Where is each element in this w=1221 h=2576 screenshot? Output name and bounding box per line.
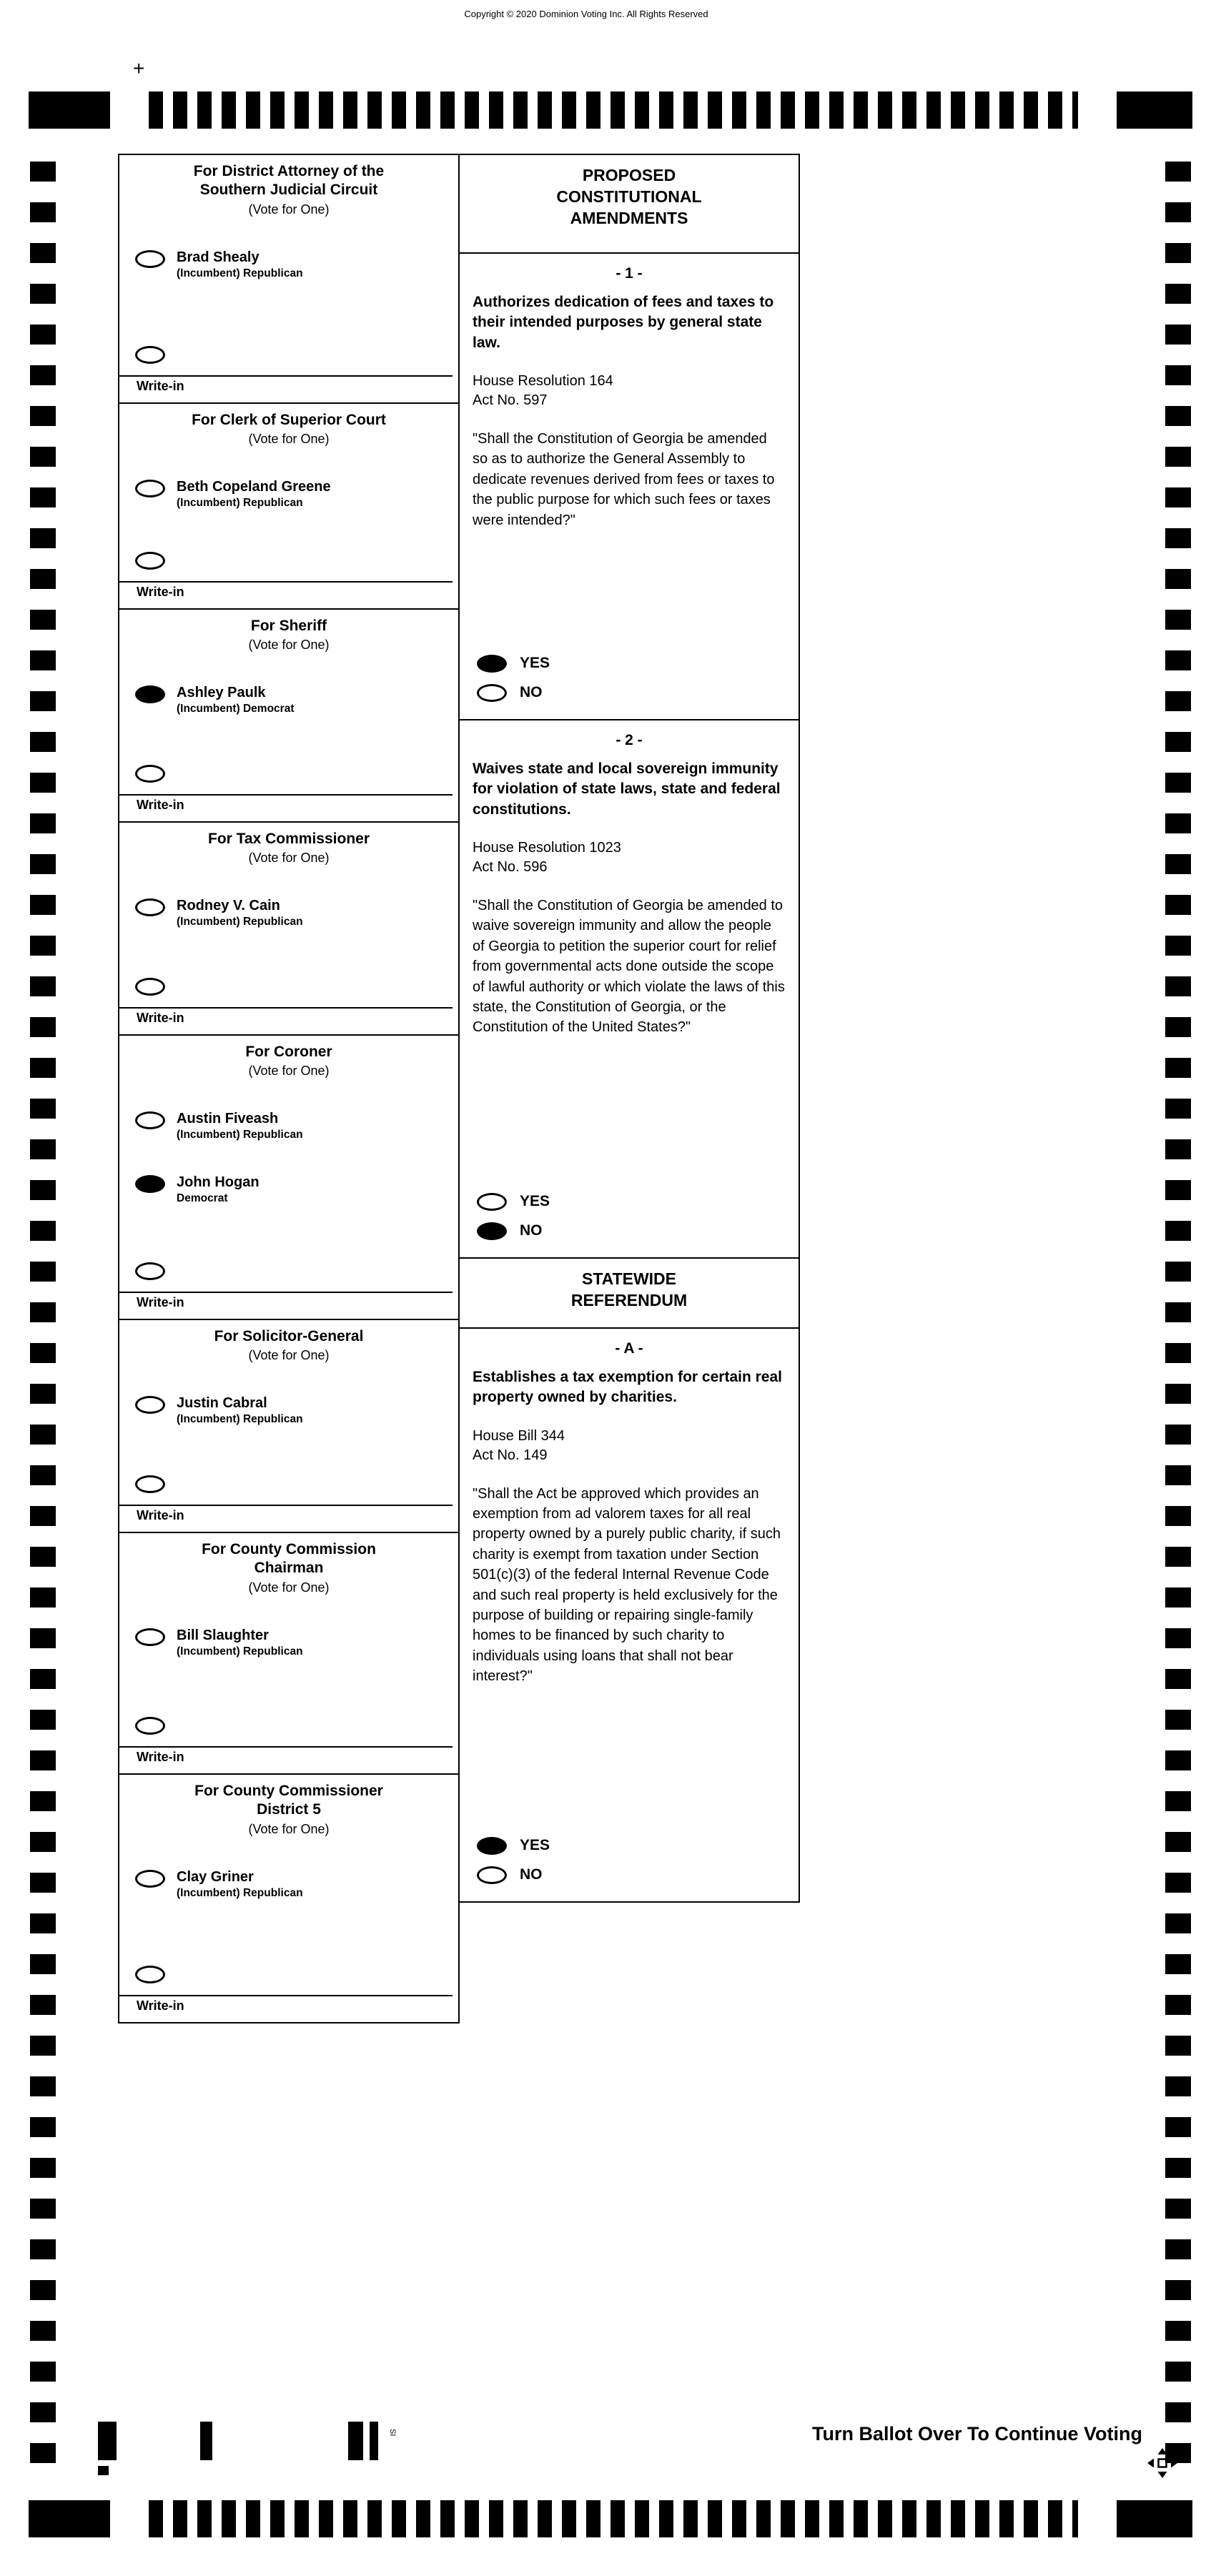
candidate-text bbox=[177, 1174, 259, 1206]
amendments-header bbox=[458, 154, 800, 254]
yes-label: YES bbox=[520, 1836, 550, 1853]
no-choice-row bbox=[473, 1221, 786, 1240]
no-label: NO bbox=[520, 1866, 543, 1883]
measure-summary: Establishes a tax exemption for certain real property owned by charities. bbox=[473, 1369, 783, 1406]
race-county-commissioner-district-5 bbox=[118, 1773, 460, 2023]
candidate-party: (Incumbent) Republican bbox=[177, 1413, 303, 1426]
no-oval[interactable] bbox=[477, 1222, 507, 1240]
write-in-area[interactable] bbox=[119, 794, 453, 821]
race-district-attorney bbox=[118, 154, 460, 404]
candidate-text bbox=[177, 1394, 303, 1427]
measure-choices bbox=[473, 1182, 786, 1240]
write-in-label: Write-in bbox=[137, 379, 184, 393]
write-in-oval-row bbox=[119, 1261, 458, 1280]
measure-number: - 1 - bbox=[616, 265, 643, 282]
write-in-label: Write-in bbox=[137, 1295, 184, 1309]
vote-oval[interactable] bbox=[135, 1396, 165, 1414]
candidate-row bbox=[119, 1868, 458, 1901]
vote-oval[interactable] bbox=[135, 480, 165, 497]
measure-amendment-1 bbox=[458, 252, 800, 720]
write-in-label: Write-in bbox=[137, 798, 184, 812]
write-in-area[interactable] bbox=[119, 1007, 453, 1034]
candidate-row bbox=[119, 1174, 458, 1206]
no-choice-row bbox=[473, 683, 786, 702]
race-county-commission-chairman bbox=[118, 1532, 460, 1775]
timing-marks-left-column bbox=[30, 162, 56, 2466]
candidate-party: (Incumbent) Republican bbox=[177, 1886, 303, 1899]
stub-barcode-bar bbox=[98, 2422, 117, 2460]
vote-oval[interactable] bbox=[135, 1870, 165, 1888]
referendum-header bbox=[458, 1257, 800, 1329]
candidate-name: Ashley Paulk bbox=[177, 685, 266, 701]
write-in-oval[interactable] bbox=[135, 1966, 165, 1983]
yes-label: YES bbox=[520, 654, 550, 671]
measure-question: "Shall the Constitution of Georgia be amended so as to authorize the General Assembly to dedicate revenues derived from fees or taxes to the public purpose for which such fees or taxes were intended?" bbox=[473, 431, 775, 528]
write-in-area[interactable] bbox=[119, 1995, 453, 2022]
write-in-oval[interactable] bbox=[135, 765, 165, 783]
vote-oval[interactable] bbox=[135, 250, 165, 268]
write-in-oval-row bbox=[119, 1715, 458, 1735]
vote-oval[interactable] bbox=[135, 1111, 165, 1129]
header-line: STATEWIDE bbox=[581, 1269, 677, 1288]
race-title bbox=[119, 1533, 458, 1578]
yes-oval[interactable] bbox=[477, 1837, 507, 1855]
race-title-line: For Tax Commissioner bbox=[208, 831, 370, 847]
candidate-row bbox=[119, 684, 458, 716]
race-solicitor-general bbox=[118, 1319, 460, 1533]
write-in-area[interactable] bbox=[119, 1292, 453, 1319]
measure-references bbox=[473, 838, 786, 877]
race-title-line: Chairman bbox=[254, 1560, 324, 1577]
vote-for-instruction: (Vote for One) bbox=[248, 1821, 330, 1836]
write-in-oval-row bbox=[119, 550, 458, 570]
yes-choice-row bbox=[473, 653, 786, 673]
stub-sequence-mark: SI bbox=[388, 2429, 397, 2437]
measure-referendum-a bbox=[458, 1327, 800, 1903]
candidate-text bbox=[177, 1868, 303, 1901]
candidate-name: John Hogan bbox=[177, 1174, 259, 1191]
candidate-row bbox=[119, 1627, 458, 1659]
write-in-label: Write-in bbox=[137, 1508, 184, 1522]
race-coroner bbox=[118, 1034, 460, 1320]
registration-plus-mark: + bbox=[133, 57, 145, 79]
write-in-oval[interactable] bbox=[135, 1262, 165, 1280]
timing-block-right bbox=[1117, 91, 1192, 129]
vote-for-instruction: (Vote for One) bbox=[248, 432, 330, 447]
race-title bbox=[119, 1036, 458, 1061]
yes-choice-row bbox=[473, 1192, 786, 1211]
header-line: CONSTITUTIONAL bbox=[556, 187, 702, 206]
write-in-oval[interactable] bbox=[135, 1475, 165, 1493]
write-in-label: Write-in bbox=[137, 1011, 184, 1025]
stub-barcode-bar bbox=[200, 2422, 212, 2460]
candidate-name: Clay Griner bbox=[177, 1868, 254, 1885]
vote-for-instruction: (Vote for One) bbox=[248, 1064, 330, 1079]
no-oval[interactable] bbox=[477, 1866, 507, 1884]
reference-line: House Resolution 164 bbox=[473, 373, 613, 390]
reference-line: House Resolution 1023 bbox=[473, 840, 621, 856]
candidate-party: (Incumbent) Republican bbox=[177, 497, 303, 510]
measures-column bbox=[458, 154, 800, 1903]
race-title-line: District 5 bbox=[257, 1801, 321, 1818]
measure-amendment-2 bbox=[458, 719, 800, 1259]
race-title-line: For Clerk of Superior Court bbox=[192, 412, 386, 428]
write-in-oval[interactable] bbox=[135, 346, 165, 364]
no-oval[interactable] bbox=[477, 684, 507, 702]
race-title-line: Southern Judicial Circuit bbox=[199, 182, 378, 199]
candidate-party: (Incumbent) Republican bbox=[177, 916, 303, 928]
measure-references bbox=[473, 1427, 786, 1465]
write-in-label: Write-in bbox=[137, 1998, 184, 2013]
race-clerk-superior-court bbox=[118, 402, 460, 610]
write-in-area[interactable] bbox=[119, 1746, 453, 1773]
candidate-row bbox=[119, 897, 458, 929]
race-title-line: For Solicitor-General bbox=[214, 1328, 364, 1344]
no-label: NO bbox=[520, 1222, 543, 1239]
stub-barcode-dot bbox=[98, 2466, 109, 2475]
turn-ballot-over-text: Turn Ballot Over To Continue Voting bbox=[812, 2423, 1142, 2444]
write-in-oval[interactable] bbox=[135, 1717, 165, 1735]
race-title bbox=[119, 823, 458, 848]
race-sheriff bbox=[118, 608, 460, 823]
vote-oval[interactable] bbox=[135, 1175, 165, 1193]
race-title bbox=[119, 610, 458, 635]
yes-oval[interactable] bbox=[477, 655, 507, 673]
header-line: REFERENDUM bbox=[570, 1290, 688, 1309]
timing-block-right bbox=[1117, 2500, 1192, 2537]
reference-line: Act No. 596 bbox=[473, 859, 548, 876]
candidate-name: Rodney V. Cain bbox=[177, 898, 280, 914]
candidate-name: Austin Fiveash bbox=[177, 1111, 279, 1127]
race-title-line: For District Attorney of the bbox=[193, 163, 385, 179]
candidate-row bbox=[119, 249, 458, 281]
measure-question: "Shall the Constitution of Georgia be amended to waive sovereign immunity and allow the people of Georgia to petition the superior court for relief from governmental acts done outside the scope of lawful authority or which violate the laws of this state, the Constitution of Georgia, or the Constitution of the United States?" bbox=[473, 898, 785, 1036]
candidate-party: (Incumbent) Republican bbox=[177, 1129, 303, 1141]
race-title bbox=[119, 404, 458, 430]
write-in-oval-row bbox=[119, 345, 458, 364]
timing-block-left bbox=[29, 91, 110, 129]
write-in-area[interactable] bbox=[119, 581, 453, 608]
candidate-text bbox=[177, 1110, 303, 1142]
reference-line: Act No. 149 bbox=[473, 1447, 548, 1463]
candidate-text bbox=[177, 249, 303, 281]
reference-line: House Bill 344 bbox=[473, 1427, 565, 1444]
races-column bbox=[118, 154, 460, 2023]
candidate-row bbox=[119, 1110, 458, 1142]
candidate-name: Brad Shealy bbox=[177, 249, 259, 265]
header-line: AMENDMENTS bbox=[570, 208, 688, 227]
stub-barcode-bar bbox=[348, 2422, 363, 2460]
measure-references bbox=[473, 372, 786, 410]
candidate-name: Justin Cabral bbox=[177, 1395, 267, 1412]
timing-bars bbox=[149, 91, 1078, 129]
race-title-line: For Sheriff bbox=[250, 618, 327, 634]
vote-oval[interactable] bbox=[135, 898, 165, 916]
write-in-oval-row bbox=[119, 1964, 458, 1983]
yes-oval[interactable] bbox=[477, 1193, 507, 1211]
candidate-row bbox=[119, 1394, 458, 1427]
yes-choice-row bbox=[473, 1836, 786, 1855]
race-title bbox=[119, 1775, 458, 1820]
write-in-oval-row bbox=[119, 763, 458, 783]
vote-oval[interactable] bbox=[135, 1628, 165, 1646]
stub-barcode-bar bbox=[370, 2422, 378, 2460]
measure-question: "Shall the Act be approved which provides an exemption from ad valorem taxes for all real property owned by a purely public charity, if such charity is exempt from taxation under Section 501(c)(3) of the federal Internal Revenue Code and such real property is held exclusively for the purpose of building or repairing single-family homes to be financed by such charity to individuals using loans that shall not bear interest?" bbox=[473, 1485, 781, 1685]
measure-summary: Authorizes dedication of fees and taxes to their intended purposes by general state law. bbox=[473, 294, 774, 351]
candidate-text bbox=[177, 684, 295, 716]
candidate-party: (Incumbent) Democrat bbox=[177, 703, 295, 715]
race-tax-commissioner bbox=[118, 821, 460, 1036]
write-in-area[interactable] bbox=[119, 375, 453, 402]
measure-choices bbox=[473, 1826, 786, 1884]
vote-for-instruction: (Vote for One) bbox=[248, 1580, 330, 1595]
measure-number: - A - bbox=[615, 1340, 643, 1357]
timing-bars bbox=[149, 2500, 1078, 2537]
measure-summary: Waives state and local sovereign immunity for violation of state laws, state and federal constitutions. bbox=[473, 761, 781, 818]
race-title bbox=[119, 1320, 458, 1346]
write-in-oval[interactable] bbox=[135, 552, 165, 570]
candidate-text bbox=[177, 1627, 303, 1659]
vote-for-instruction: (Vote for One) bbox=[248, 202, 330, 217]
race-title bbox=[119, 155, 458, 200]
candidate-text bbox=[177, 478, 331, 510]
header-line: PROPOSED bbox=[582, 166, 676, 184]
vote-for-instruction: (Vote for One) bbox=[248, 851, 330, 866]
timing-block-left bbox=[29, 2500, 110, 2537]
write-in-oval-row bbox=[119, 1474, 458, 1493]
copyright-line: Copyright © 2020 Dominion Voting Inc. All Rights Reserved bbox=[464, 9, 708, 19]
no-label: NO bbox=[520, 683, 543, 700]
candidate-name: Bill Slaughter bbox=[177, 1627, 269, 1643]
no-choice-row bbox=[473, 1865, 786, 1884]
candidate-text bbox=[177, 897, 303, 929]
reference-line: Act No. 597 bbox=[473, 392, 548, 409]
race-title-line: For County Commissioner bbox=[194, 1783, 383, 1799]
vote-for-instruction: (Vote for One) bbox=[248, 1348, 330, 1363]
candidate-name: Beth Copeland Greene bbox=[177, 479, 331, 495]
vote-oval[interactable] bbox=[135, 685, 165, 703]
write-in-oval[interactable] bbox=[135, 978, 165, 996]
write-in-area[interactable] bbox=[119, 1505, 453, 1532]
timing-marks-top bbox=[29, 91, 1192, 129]
write-in-oval-row bbox=[119, 976, 458, 996]
measure-choices bbox=[473, 643, 786, 702]
candidate-party: (Incumbent) Republican bbox=[177, 1645, 303, 1658]
race-title-line: For County Commission bbox=[202, 1541, 376, 1557]
write-in-label: Write-in bbox=[137, 1750, 184, 1764]
write-in-label: Write-in bbox=[137, 585, 184, 599]
timing-marks-right-column bbox=[1165, 162, 1191, 2466]
vote-for-instruction: (Vote for One) bbox=[248, 638, 330, 653]
candidate-party: (Incumbent) Republican bbox=[177, 267, 303, 279]
move-crosshair-icon bbox=[1147, 2447, 1178, 2482]
race-title-line: For Coroner bbox=[245, 1044, 332, 1060]
candidate-party: Democrat bbox=[177, 1192, 228, 1205]
timing-marks-bottom bbox=[29, 2500, 1192, 2537]
candidate-row bbox=[119, 478, 458, 510]
yes-label: YES bbox=[520, 1192, 550, 1209]
measure-number: - 2 - bbox=[616, 732, 643, 748]
